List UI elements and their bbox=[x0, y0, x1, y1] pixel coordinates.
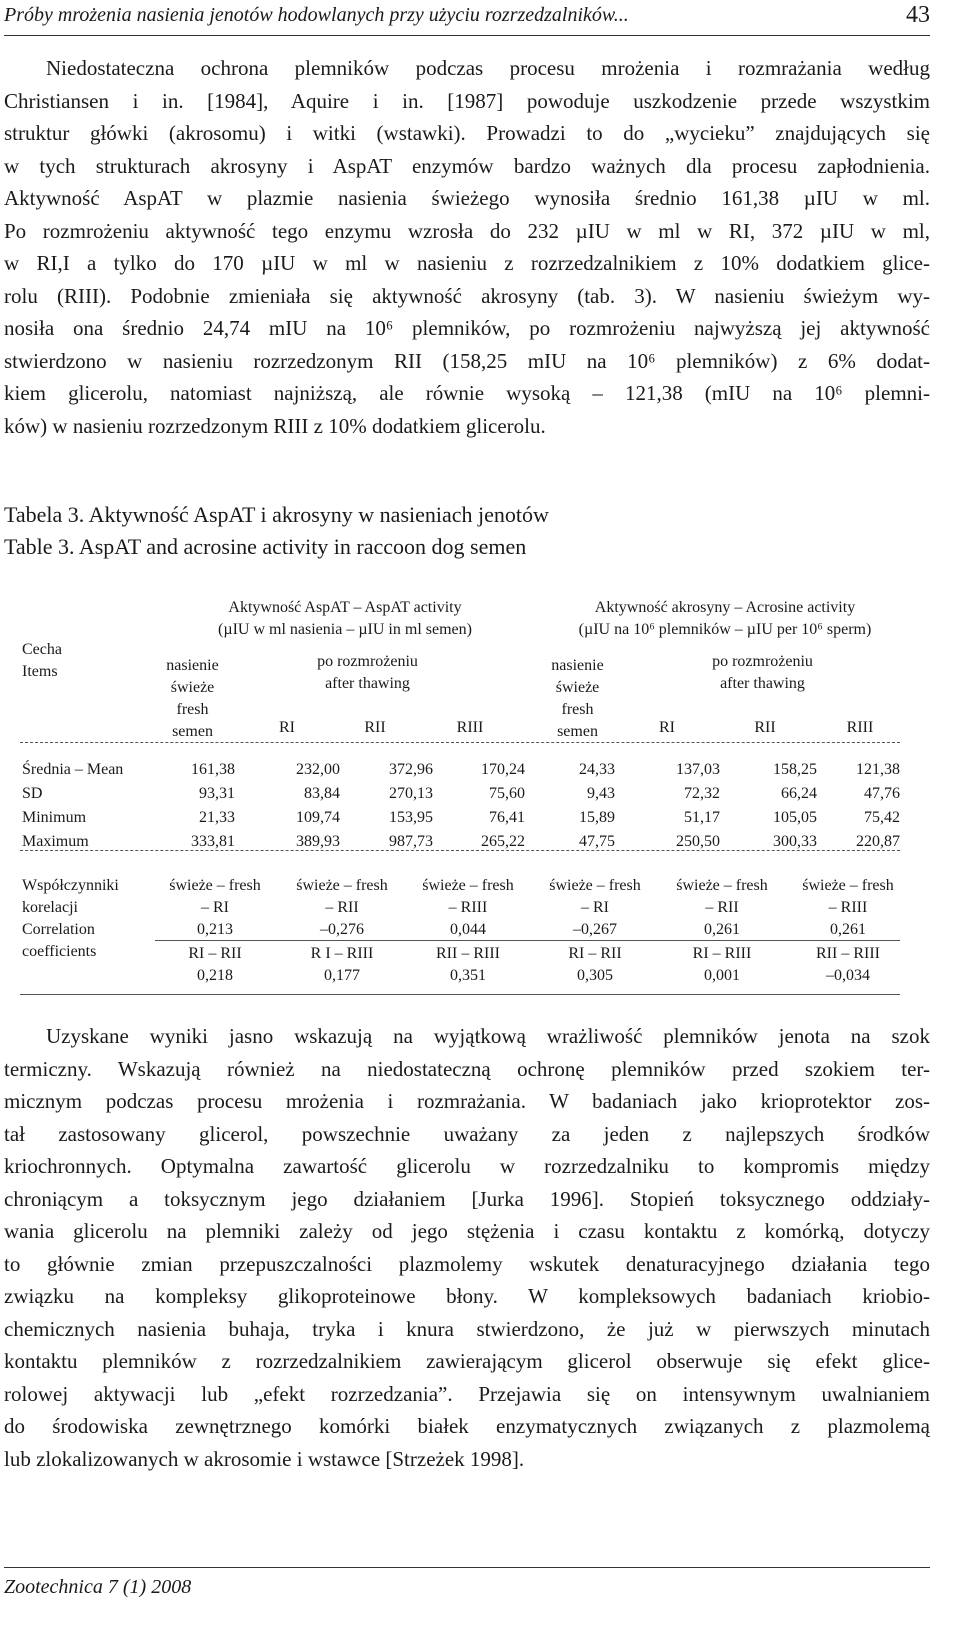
table-rule bbox=[20, 742, 900, 743]
text-line: kiem glicerolu, natomiast najniższą, ale równie wysoką – 121,38 (mIU na 10⁶ plemni- bbox=[4, 381, 930, 405]
table-cell: 170,24 bbox=[481, 761, 525, 778]
correlation-value: –0,267 bbox=[573, 921, 617, 938]
text-line: Niedostateczna ochrona plemników podczas procesu mrożenia i rozmrażania według bbox=[46, 56, 930, 80]
fresh-semen-header: świeże bbox=[555, 679, 600, 696]
table-cell: 372,96 bbox=[389, 761, 433, 778]
table-cell: 93,31 bbox=[199, 785, 235, 802]
table-cell: 47,75 bbox=[579, 833, 615, 850]
fresh-semen-header: semen bbox=[557, 723, 598, 740]
fresh-semen-header: nasienie bbox=[551, 657, 604, 674]
text-line: micznym podczas procesu mrożenia i rozmrażania. W badaniach jako krioprotektor zos- bbox=[4, 1089, 930, 1113]
correlation-pair: świeże – fresh bbox=[169, 877, 261, 894]
correlation-pair: świeże – fresh bbox=[802, 877, 894, 894]
text-line: chemicznych nasienia buhaja, tryka i knura stwierdzono, że już w pierwszych minutach bbox=[4, 1316, 930, 1341]
table-rule bbox=[20, 850, 900, 851]
text-line: termiczny. Wskazują również na niedostateczną ochronę plemników przed szokiem ter- bbox=[4, 1056, 930, 1081]
correlation-pair: – RII bbox=[325, 899, 359, 916]
fresh-semen-header: fresh bbox=[561, 701, 594, 718]
subcolumn-header: RIII bbox=[456, 719, 484, 736]
text-line: to głównie zmian przepuszczalności plazmolemy wskutek denaturacyjnego działania tego bbox=[4, 1251, 930, 1276]
table-cell: 121,38 bbox=[856, 761, 900, 778]
page-number: 43 bbox=[906, 2, 930, 28]
text-line: Aktywność AspAT w plazmie nasienia świeżego wynosiła średnio 161,38 µIU w ml. bbox=[4, 186, 930, 210]
subcolumn-header: RIII bbox=[846, 719, 874, 736]
subcolumn-header: RI bbox=[659, 719, 675, 736]
correlation-value: 0,261 bbox=[830, 921, 866, 938]
correlation-value: 0,001 bbox=[704, 967, 740, 984]
table-cell: 250,50 bbox=[676, 833, 720, 850]
table-cell: 109,74 bbox=[296, 809, 340, 826]
fresh-semen-header: świeże bbox=[170, 679, 215, 696]
table-cell: 161,38 bbox=[191, 761, 235, 778]
items-header: Items bbox=[22, 663, 58, 680]
after-thawing-header: after thawing bbox=[720, 675, 805, 692]
fresh-semen-header: semen bbox=[172, 723, 213, 740]
correlation-label: Współczynniki bbox=[22, 877, 119, 894]
correlation-label: Correlation bbox=[22, 921, 95, 938]
correlation-value: –0,276 bbox=[320, 921, 364, 938]
text-line: w tych strukturach akrosyny i AspAT enzymów bardzo ważnych dla procesu zapłodnienia. bbox=[4, 153, 930, 178]
correlation-value: –0,034 bbox=[826, 967, 870, 984]
text-line: rolu (RIII). Podobnie zmieniała się aktywność akrosyny (tab. 3). W nasieniu świeżym wy- bbox=[4, 283, 930, 308]
correlation-pair: RI – RII bbox=[188, 945, 242, 962]
text-line: struktur główki (akrosomu) i witki (wstawki). Prowadzi to do „wycieku” znajdujących się bbox=[4, 121, 930, 145]
table-cell: 220,87 bbox=[856, 833, 900, 850]
table-cell: 987,73 bbox=[389, 833, 433, 850]
correlation-pair: – RIII bbox=[828, 899, 868, 916]
table-cell: 153,95 bbox=[389, 809, 433, 826]
text-line: w RI,I a tylko do 170 µIU w ml w nasieniu z rozrzedzalnikiem z 10% dodatkiem glice- bbox=[4, 251, 930, 275]
text-line: kontaktu plemników z rozrzedzalnikiem zawierającym glicerol obserwuje się efekt glice- bbox=[4, 1349, 930, 1373]
correlation-value: 0,177 bbox=[324, 967, 360, 984]
text-line: ków) w nasieniu rozrzedzonym RIII z 10% dodatkiem glicerolu. bbox=[4, 413, 546, 438]
table-cell: 270,13 bbox=[389, 785, 433, 802]
table-cell: 66,24 bbox=[781, 785, 817, 802]
table-cell: 21,33 bbox=[199, 809, 235, 826]
after-thawing-header: po rozmrożeniu bbox=[712, 653, 813, 670]
correlation-pair: świeże – fresh bbox=[549, 877, 641, 894]
table-cell: 15,89 bbox=[579, 809, 615, 826]
text-line: nosiła ona średnio 24,74 mIU na 10⁶ plemników, po rozmrożeniu najwyższą jej aktywność bbox=[4, 316, 930, 340]
table-cell: 137,03 bbox=[676, 761, 720, 778]
correlation-label: coefficients bbox=[22, 943, 97, 960]
subcolumn-header: RII bbox=[364, 719, 386, 736]
correlation-pair: – RI bbox=[581, 899, 609, 916]
correlation-value: 0,044 bbox=[450, 921, 486, 938]
correlation-pair: – RII bbox=[705, 899, 739, 916]
text-line: Po rozmrożeniu aktywność tego enzymu wzrosła do 232 µIU w ml w RI, 372 µIU w ml, bbox=[4, 218, 930, 243]
correlation-pair: – RI bbox=[201, 899, 229, 916]
table-cell: 51,17 bbox=[684, 809, 720, 826]
fresh-semen-header: nasienie bbox=[166, 657, 219, 674]
correlation-pair: świeże – fresh bbox=[296, 877, 388, 894]
paragraph-2 bbox=[4, 1020, 930, 1475]
items-header: Cecha bbox=[22, 641, 62, 658]
table-rule bbox=[20, 994, 900, 995]
after-thawing-header: after thawing bbox=[325, 675, 410, 692]
text-line: do środowiska zewnętrznego komórki białek enzymatycznych związanych z plazmolemą bbox=[4, 1414, 930, 1438]
correlation-pair: świeże – fresh bbox=[422, 877, 514, 894]
table-cell: 232,00 bbox=[296, 761, 340, 778]
text-line: lub zlokalizowanych w akrosomie i wstawce [Strzeżek 1998]. bbox=[4, 1446, 525, 1471]
correlation-pair: R I – RIII bbox=[310, 945, 374, 962]
correlation-pair: RI – RIII bbox=[692, 945, 752, 962]
correlation-value: 0,213 bbox=[197, 921, 233, 938]
page-footer: Zootechnica 7 (1) 2008 bbox=[4, 1567, 930, 1599]
correlation-pair: RII – RIII bbox=[816, 945, 880, 962]
group-unit-aspat: (µIU w ml nasienia – µIU in ml semen) bbox=[218, 621, 472, 638]
text-line: wania glicerolu na plemniki zależy od jego stężenia i czasu kontaktu z komórką, dotyczy bbox=[4, 1219, 930, 1243]
text-line: rolowej aktywacji lub „efekt rozrzedzania”. Przejawia się on intensywnym uwalnianiem bbox=[4, 1381, 930, 1406]
row-label: Maximum bbox=[22, 833, 89, 850]
row-label: SD bbox=[22, 785, 43, 802]
paragraph-1 bbox=[4, 52, 930, 442]
text-line: stwierdzono w nasieniu rozrzedzonym RII (158,25 mIU na 10⁶ plemników) z 6% dodat- bbox=[4, 348, 930, 373]
table-cell: 76,41 bbox=[489, 809, 525, 826]
table-cell: 75,42 bbox=[864, 809, 900, 826]
correlation-value: 0,218 bbox=[197, 967, 233, 984]
correlation-label: korelacji bbox=[22, 899, 78, 916]
table-cell: 389,93 bbox=[296, 833, 340, 850]
table-cell: 105,05 bbox=[773, 809, 817, 826]
table-cell: 83,84 bbox=[304, 785, 340, 802]
correlation-pair: – RIII bbox=[448, 899, 488, 916]
group-header-acrosine: Aktywność akrosyny – Acrosine activity bbox=[594, 599, 856, 616]
table-cell: 47,76 bbox=[864, 785, 900, 802]
table-caption-en: Table 3. AspAT and acrosine activity in raccoon dog semen bbox=[4, 534, 527, 559]
table-cell: 333,81 bbox=[191, 833, 235, 850]
row-label: Minimum bbox=[22, 809, 87, 826]
correlation-pair: świeże – fresh bbox=[676, 877, 768, 894]
text-line: chroniącym a toksycznym jego działaniem [Jurka 1996]. Stopień toksycznego oddziały- bbox=[4, 1186, 930, 1211]
correlation-pair: RII – RIII bbox=[436, 945, 500, 962]
table-cell: 265,22 bbox=[481, 833, 525, 850]
after-thawing-header: po rozmrożeniu bbox=[317, 653, 418, 670]
table-cell: 158,25 bbox=[773, 761, 817, 778]
correlation-pair: RI – RII bbox=[568, 945, 622, 962]
table-cell: 72,32 bbox=[684, 785, 720, 802]
page-header bbox=[4, 4, 930, 36]
fresh-semen-header: fresh bbox=[176, 701, 209, 718]
text-line: Christiansen i in. [1984], Aquire i in. [1987] powoduje uszkodzenie przede wszystkim bbox=[4, 88, 930, 113]
group-header-aspat: Aktywność AspAT – AspAT activity bbox=[228, 599, 462, 616]
row-label: Średnia – Mean bbox=[22, 761, 124, 778]
table-cell: 300,33 bbox=[773, 833, 817, 850]
correlation-value: 0,351 bbox=[450, 967, 486, 984]
subcolumn-header: RII bbox=[754, 719, 776, 736]
text-line: kriochronnych. Optymalna zawartość glicerolu w rozrzedzalniku to kompromis między bbox=[4, 1154, 930, 1178]
group-unit-acrosine: (µIU na 10⁶ plemników – µIU per 10⁶ sperm) bbox=[578, 621, 872, 638]
table-cell: 24,33 bbox=[579, 761, 615, 778]
text-line: Uzyskane wyniki jasno wskazują na wyjątkową wrażliwość plemników jenota na szok bbox=[46, 1024, 930, 1048]
table-cell: 9,43 bbox=[587, 785, 615, 802]
correlation-value: 0,305 bbox=[577, 967, 613, 984]
correlation-value: 0,261 bbox=[704, 921, 740, 938]
table-cell: 75,60 bbox=[489, 785, 525, 802]
text-line: związku na kompleksy glikoproteinowe błony. W kompleksowych badaniach kriobio- bbox=[4, 1284, 930, 1308]
text-line: tał zastosowany glicerol, powszechnie uważany za jeden z najlepszych środków bbox=[4, 1121, 930, 1146]
running-title: Próby mrożenia nasienia jenotów hodowlanych przy użyciu rozrzedzalników... bbox=[4, 4, 629, 26]
subcolumn-header: RI bbox=[279, 719, 295, 736]
correlation-divider bbox=[155, 940, 900, 941]
table-caption-pl: Tabela 3. Aktywność AspAT i akrosyny w nasieniach jenotów bbox=[4, 502, 549, 527]
